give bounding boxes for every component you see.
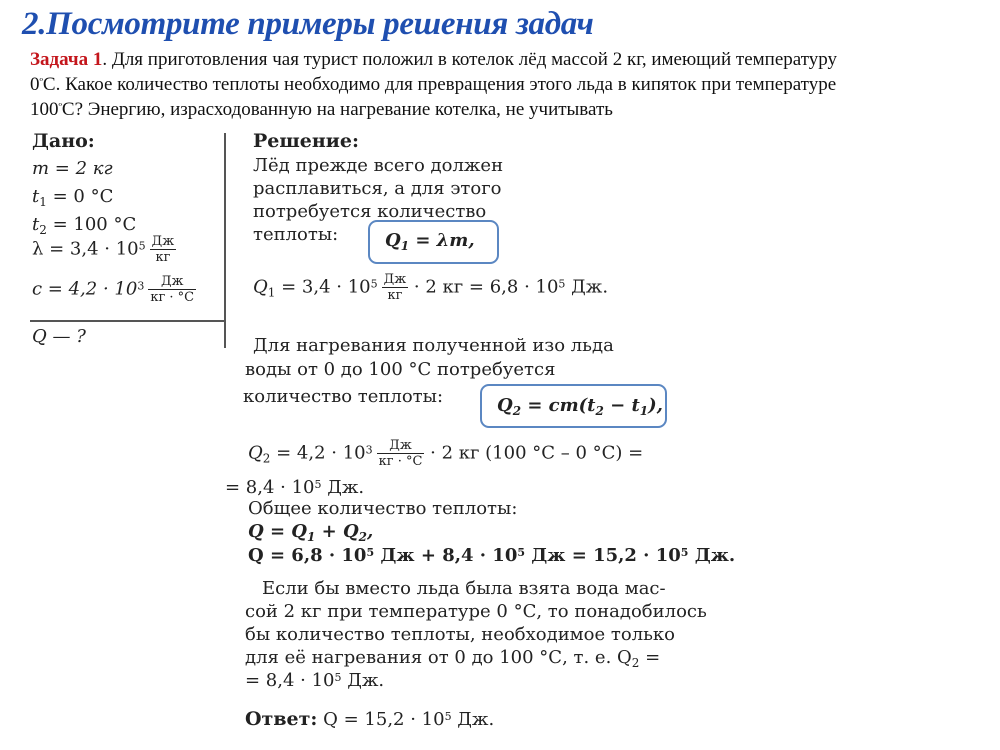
- unit-num: Дж: [377, 438, 425, 454]
- unit-den: кг · °С: [150, 290, 195, 305]
- var-q: Q: [385, 230, 401, 251]
- sub-1: 1: [306, 530, 316, 544]
- solution-text-line: потребуется количество: [253, 201, 487, 222]
- sub-1: 1: [267, 285, 276, 300]
- given-t1-value: = 0 °С: [46, 186, 114, 207]
- sum-c: ,: [367, 521, 374, 542]
- sum-b: + Q: [315, 521, 359, 542]
- given-lambda-text: λ = 3,4 · 10: [32, 238, 139, 260]
- sub-1: 1: [39, 195, 47, 209]
- solution-header: Решение:: [253, 130, 359, 152]
- given-divider-vertical: [224, 133, 226, 348]
- note-line-4b: =: [639, 647, 661, 668]
- total-header: Общее количество теплоты:: [248, 498, 518, 519]
- unit-num: Дж: [151, 234, 175, 249]
- sub-2: 2: [39, 223, 47, 237]
- formula-1: [385, 230, 475, 253]
- exp: 3: [137, 279, 145, 293]
- note-line: сой 2 кг при температуре 0 °С, то понадобилось: [245, 601, 707, 622]
- exp: 5: [370, 277, 378, 291]
- given-t2-value: = 100 °С: [46, 214, 137, 235]
- calc-2-result-a: = 8,4 · 10: [225, 477, 315, 498]
- answer-b: Дж.: [451, 709, 495, 730]
- var-q: Q: [253, 276, 268, 298]
- solution-text-line: количество теплоты:: [243, 386, 444, 407]
- note-line: [245, 647, 660, 670]
- task-text-2: С. Какое количество теплоты необходимо для превращения этого льда в кипяток при температуре: [42, 74, 837, 95]
- exp: 5: [444, 710, 452, 723]
- task-label: Задача 1: [30, 49, 103, 70]
- exp: 5: [138, 239, 146, 253]
- sub-2: 2: [631, 656, 640, 670]
- sum-formula: [248, 521, 373, 544]
- sub-2: 2: [512, 404, 522, 418]
- sub-1: 1: [400, 239, 410, 253]
- var-t: t: [32, 214, 40, 235]
- given-divider-horizontal: [30, 320, 225, 322]
- formula-2: [497, 395, 663, 418]
- answer-label: Ответ:: [245, 708, 318, 730]
- given-mass: [32, 158, 113, 179]
- formula-2-b: − t: [603, 395, 640, 416]
- given-c-text: c = 4,2 · 10: [32, 278, 138, 300]
- calc-1-unit: [382, 272, 409, 303]
- given-header: Дано:: [32, 130, 95, 152]
- sum-a: Q = Q: [248, 521, 307, 542]
- exp: 5: [558, 277, 566, 291]
- solution-text-line: теплоты:: [253, 224, 339, 245]
- var-t: t: [32, 186, 40, 207]
- calc-1-a: = 3,4 · 10: [275, 276, 371, 298]
- sub-1: 1: [639, 404, 649, 418]
- calc-1-c: Дж.: [565, 276, 609, 298]
- exp: 5: [366, 546, 375, 559]
- calc-1-b: · 2 кг = 6,8 · 10: [408, 276, 559, 298]
- task-temp-0: 0: [30, 74, 40, 95]
- calculation-2-result: [225, 477, 364, 498]
- calc-2-b: · 2 кг (100 °С – 0 °С) =: [424, 442, 644, 464]
- sub-2: 2: [595, 404, 604, 418]
- exp: 3: [365, 443, 373, 457]
- note-line: бы количество теплоты, необходимое только: [245, 624, 676, 645]
- degree-sign: º: [39, 76, 43, 88]
- task-statement: [30, 48, 985, 121]
- note-line-5b: Дж.: [341, 670, 385, 691]
- note-line: Если бы вместо льда была взята вода мас-: [262, 578, 666, 599]
- solution-text-line: Для нагревания полученной изо льда: [253, 335, 614, 356]
- exp: 5: [334, 671, 342, 684]
- total-b: Дж + 8,4 · 10: [374, 545, 518, 566]
- exp: 5: [680, 546, 689, 559]
- solution-text-line: расплавиться, а для этого: [253, 178, 502, 199]
- unit-den: кг: [387, 288, 403, 303]
- exp: 5: [517, 546, 526, 559]
- note-line-4a: для её нагревания от 0 до 100 °С, т. е. Q: [245, 647, 632, 668]
- page-title: 2.Посмотрите примеры решения задач: [22, 6, 594, 42]
- exp: 5: [314, 478, 322, 491]
- sub-2: 2: [262, 451, 271, 466]
- unit-den: кг · °С: [378, 454, 423, 469]
- total-d: Дж.: [688, 545, 736, 566]
- calculation-1: [253, 272, 608, 303]
- given-find-text: Q — ?: [32, 326, 86, 347]
- calculation-2: [248, 438, 643, 469]
- task-text-1: Для приготовления чая турист положил в котелок лёд массой 2 кг, имеющий температуру: [107, 49, 837, 70]
- calc-2-unit: [377, 438, 425, 469]
- var-q: Q: [248, 442, 263, 464]
- degree-sign: º: [58, 101, 62, 113]
- lambda-unit: [150, 234, 177, 265]
- given-find: [32, 326, 86, 347]
- note-line: [245, 670, 384, 691]
- given-mass-text: m = 2 кг: [32, 158, 113, 179]
- given-t1: [32, 186, 113, 209]
- total-c: Дж = 15,2 · 10: [525, 545, 681, 566]
- answer: [245, 708, 494, 730]
- task-line-1: [30, 48, 985, 71]
- sub-2: 2: [358, 530, 367, 544]
- task-line-3: [30, 96, 985, 121]
- formula-1-rest: = λm,: [409, 230, 475, 251]
- note-line-5a: = 8,4 · 10: [245, 670, 335, 691]
- calc-2-result-b: Дж.: [321, 477, 365, 498]
- given-lambda: [32, 234, 176, 265]
- task-label-dot: .: [102, 49, 108, 70]
- total-a: Q = 6,8 · 10: [248, 545, 367, 566]
- unit-num: Дж: [148, 274, 196, 290]
- solution-text-line: воды от 0 до 100 °С потребуется: [245, 359, 556, 380]
- formula-2-a: = cm(t: [521, 395, 596, 416]
- task-text-3: С? Энергию, израсходованную на нагревание котелка, не учитывать: [61, 99, 613, 120]
- unit-num: Дж: [383, 272, 407, 287]
- solution-text-line: Лёд прежде всего должен: [253, 155, 504, 176]
- given-c: [32, 274, 196, 305]
- task-line-2: [30, 71, 985, 96]
- calc-2-a: = 4,2 · 10: [270, 442, 366, 464]
- task-temp-100: 100: [30, 99, 59, 120]
- c-unit: [148, 274, 196, 305]
- var-q: Q: [497, 395, 513, 416]
- total-calculation: [248, 545, 735, 566]
- unit-den: кг: [155, 250, 171, 265]
- answer-a: Q = 15,2 · 10: [317, 709, 445, 730]
- formula-2-c: ),: [648, 395, 663, 416]
